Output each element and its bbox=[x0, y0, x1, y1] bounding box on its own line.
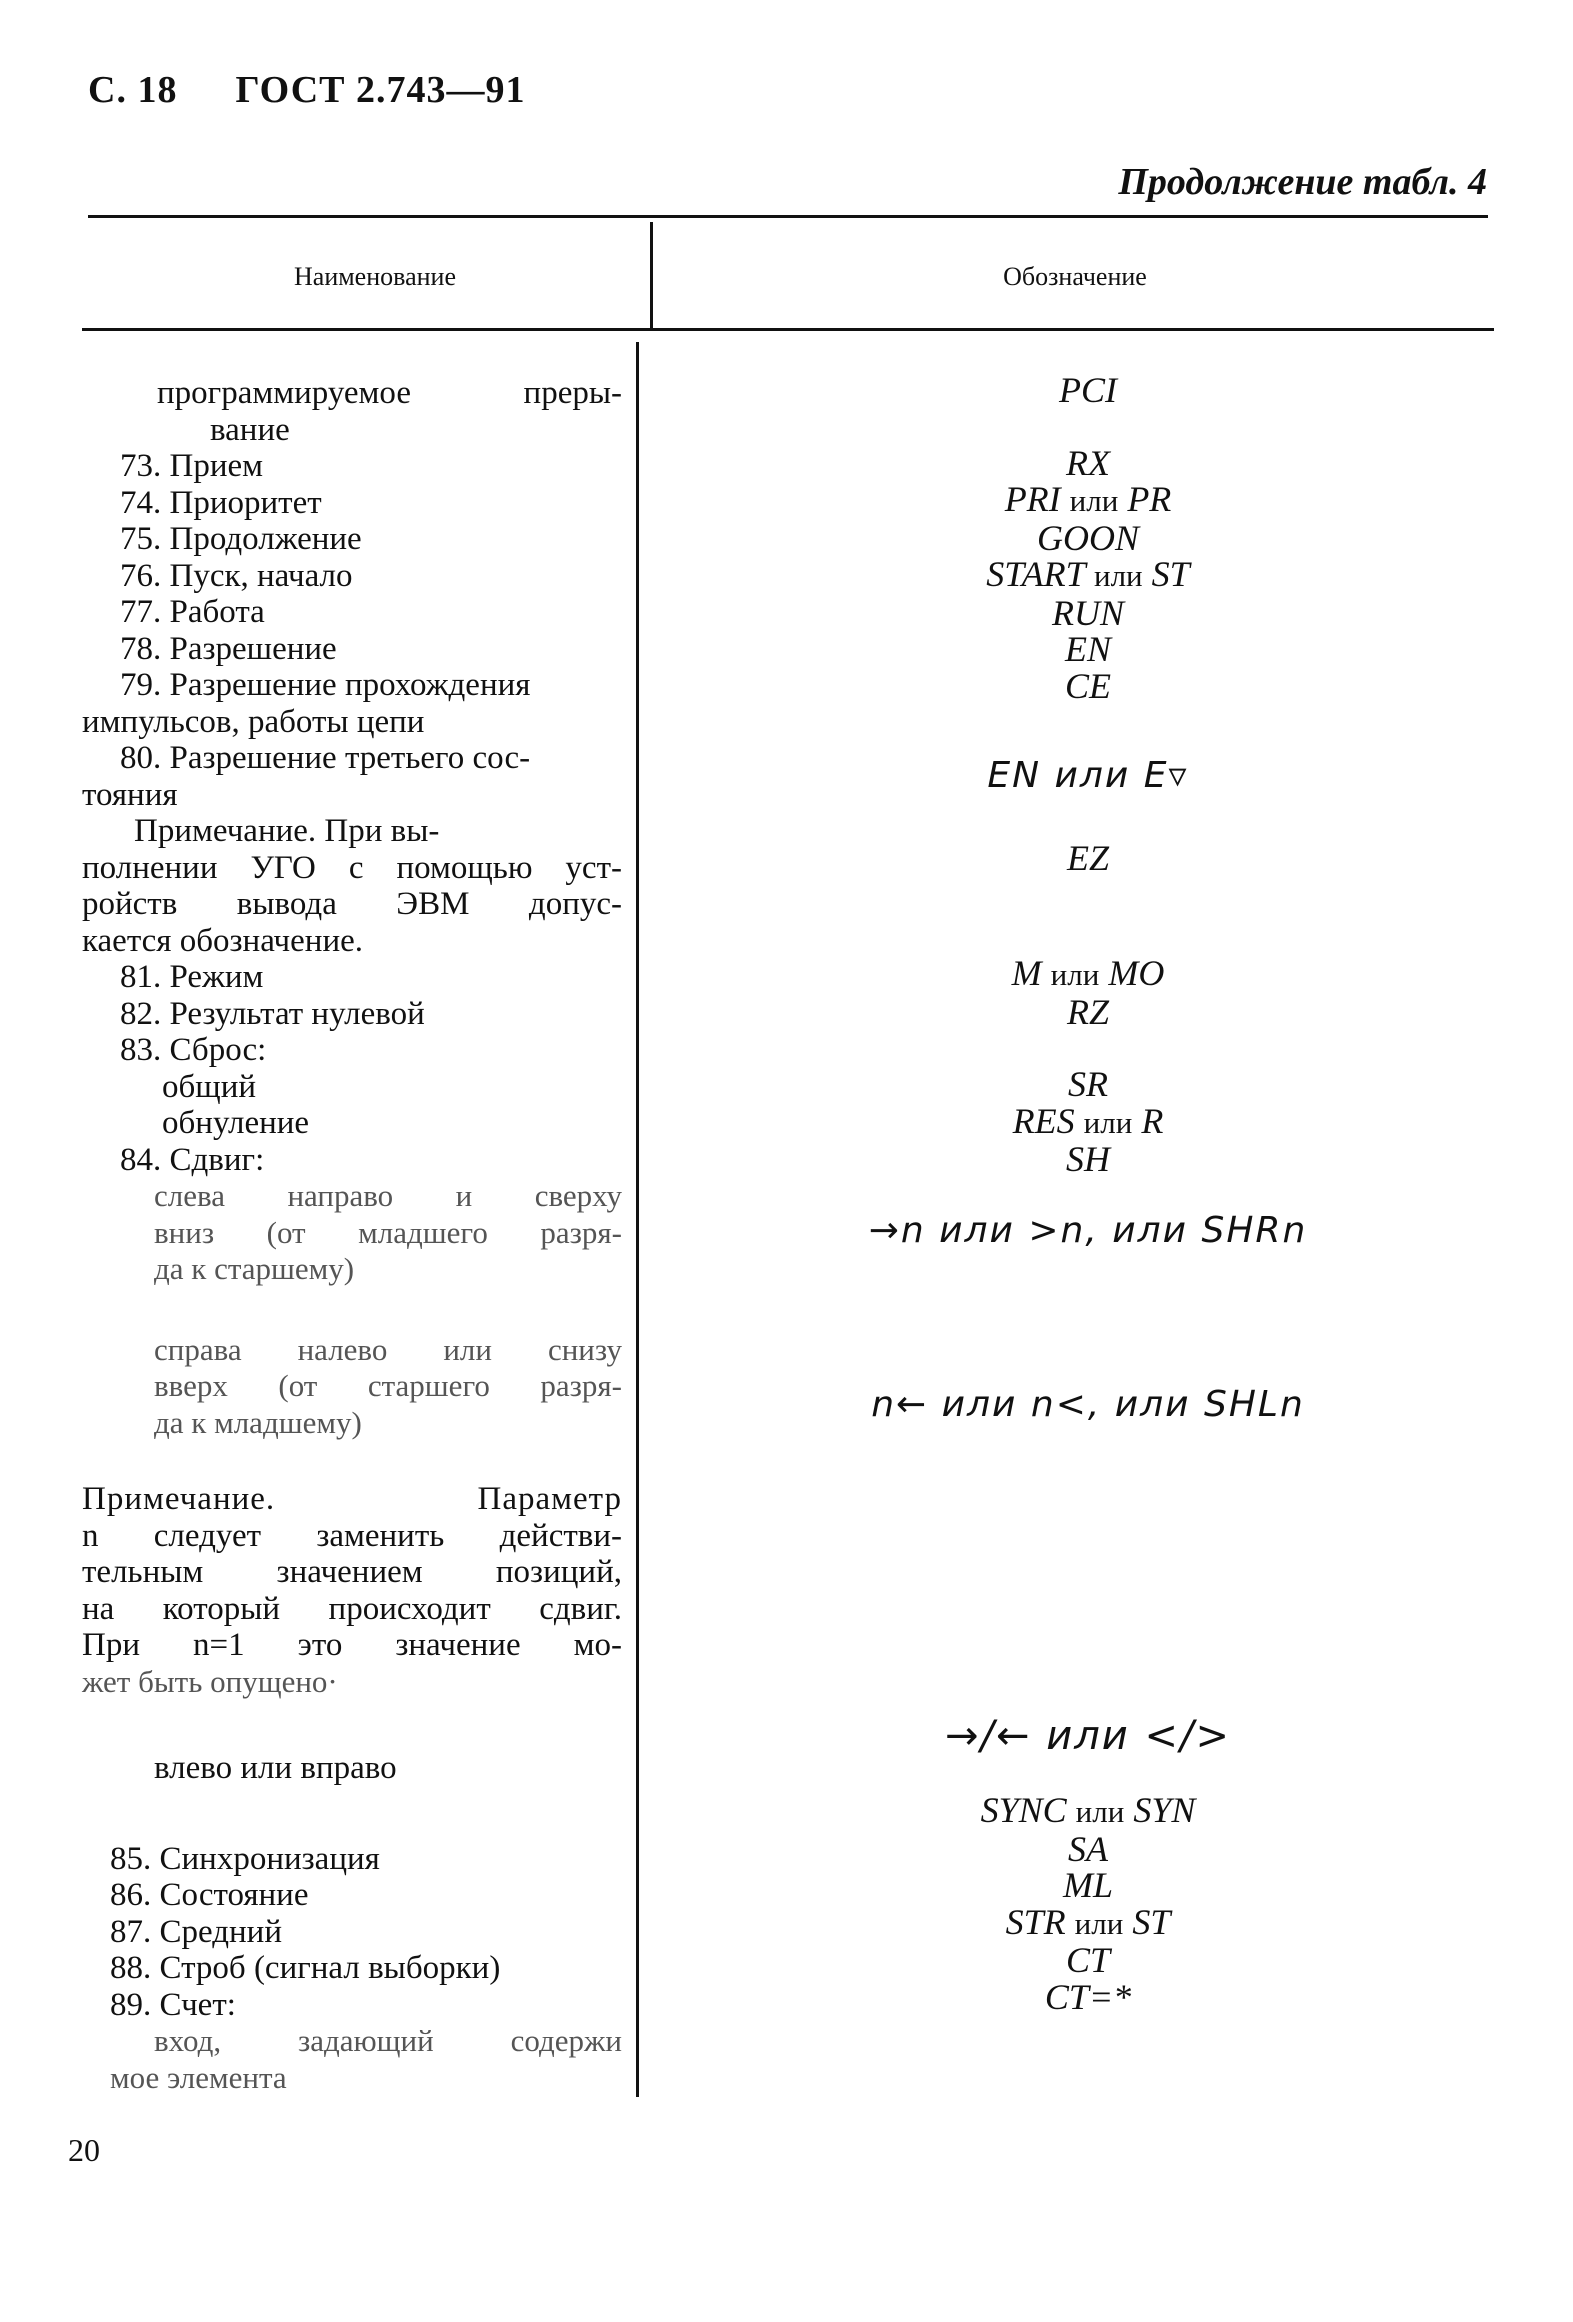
text-line: преры- bbox=[523, 375, 622, 411]
symbol-ct-star: CT=* bbox=[1044, 1976, 1132, 2017]
or-word: или bbox=[1094, 558, 1143, 593]
symbol-text: PRI bbox=[1004, 479, 1061, 519]
shift-left-line: да к младшему) bbox=[154, 1404, 362, 1440]
item-82: 82. Результат нулевой bbox=[120, 995, 425, 1032]
symbol-rz: RZ bbox=[1066, 991, 1109, 1032]
symbol-text: START bbox=[986, 554, 1085, 594]
symbol-text: MO bbox=[1108, 953, 1165, 993]
note-2: Примечание. Параметр bbox=[82, 1481, 622, 1517]
item-78: 78. Разрешение bbox=[120, 630, 337, 667]
item-84: 84. Сдвиг: bbox=[120, 1141, 265, 1178]
or-word: или bbox=[1050, 957, 1100, 992]
symbol-text: R bbox=[1141, 1100, 1164, 1141]
or-word: или bbox=[1083, 1104, 1133, 1140]
note-1-line: кается обозначение. bbox=[82, 922, 363, 959]
symbol-res bbox=[728, 1100, 1448, 1142]
note-2-line: тельным значением позиций, bbox=[82, 1554, 622, 1590]
symbol-group-81-84 bbox=[728, 955, 1448, 1178]
count-input-line: вход, задающий содержи bbox=[154, 2023, 622, 2058]
item-87: 87. Средний bbox=[110, 1913, 282, 1950]
symbol-run: RUN bbox=[1052, 592, 1124, 633]
symbol-left-or-right: →/← или </> bbox=[944, 1713, 1231, 1759]
symbol-start bbox=[728, 556, 1448, 595]
shift-right-line: да к старшему) bbox=[154, 1251, 355, 1286]
column-header-name: Наименование bbox=[294, 262, 456, 291]
symbol-text: ST bbox=[1151, 554, 1190, 594]
row-text bbox=[82, 375, 622, 412]
item-80: 80. Разрешение третьего сос- bbox=[120, 740, 531, 776]
shift-left-line: вверх (от старшего разря- bbox=[154, 1368, 622, 1403]
note-2-line: n следует заменить действи- bbox=[82, 1517, 622, 1554]
note-2-line: на который происходит сдвиг. bbox=[82, 1590, 622, 1627]
item-89: 89. Счет: bbox=[110, 1986, 236, 2023]
item-76: 76. Пуск, начало bbox=[120, 557, 353, 594]
item-79: 79. Разрешение прохождения bbox=[120, 667, 531, 703]
name-column bbox=[82, 375, 622, 2096]
column-divider bbox=[636, 342, 639, 2097]
shift-left-line: справа налево или снизу bbox=[154, 1331, 622, 1367]
spacer bbox=[82, 1700, 622, 1750]
symbol-pci: PCI bbox=[1059, 370, 1117, 410]
text-line: вание bbox=[210, 411, 290, 448]
note-2-line: жет быть опущено· bbox=[82, 1663, 338, 1699]
item-73: 73. Прием bbox=[120, 448, 264, 484]
symbol-shift-right: →n или >n, или SHRn bbox=[868, 1210, 1308, 1251]
symbol-ct: CT bbox=[1065, 1940, 1111, 1980]
or-word: или bbox=[1069, 483, 1119, 518]
shift-right-line: вниз (от младшего разря- bbox=[154, 1214, 622, 1250]
symbol-text: STR bbox=[1005, 1901, 1066, 1942]
item-83-general: общий bbox=[162, 1068, 257, 1105]
symbol-text: RES bbox=[1012, 1100, 1075, 1141]
shift-right-line: слева направо и сверху bbox=[154, 1178, 622, 1213]
note-2-line: При n=1 это значение мо- bbox=[82, 1627, 622, 1663]
item-88: 88. Строб (сигнал выборки) bbox=[110, 1950, 501, 1986]
item-75: 75. Продолжение bbox=[120, 521, 362, 557]
symbol-sync bbox=[728, 1792, 1448, 1831]
symbol-column bbox=[728, 372, 1448, 704]
symbol-text: M bbox=[1011, 953, 1042, 993]
item-77: 77. Работа bbox=[120, 594, 265, 630]
spacer bbox=[82, 1787, 622, 1841]
symbol-rx: RX bbox=[1066, 442, 1110, 483]
count-input-line: мое элемента bbox=[110, 2059, 287, 2095]
spacer bbox=[728, 409, 1448, 445]
symbol-ce: CE bbox=[1064, 665, 1111, 706]
symbol-str bbox=[728, 1901, 1448, 1943]
item-83: 83. Сброс: bbox=[120, 1032, 267, 1068]
top-rule bbox=[88, 215, 1488, 218]
symbol-shift-left: n← или n<, или SHLn bbox=[871, 1384, 1305, 1425]
symbol-ml: ML bbox=[1062, 1865, 1113, 1905]
item-83-zeroing: обнуление bbox=[162, 1105, 310, 1141]
left-or-right: влево или вправо bbox=[154, 1750, 397, 1786]
symbol-group-85-89 bbox=[728, 1792, 1448, 2015]
symbol-ez: EZ bbox=[1066, 838, 1109, 878]
symbol-goon: GOON bbox=[1036, 517, 1139, 558]
continuation-label: Продолжение табл. 4 bbox=[1118, 161, 1487, 203]
item-81: 81. Режим bbox=[120, 959, 264, 995]
symbol-text: PR bbox=[1127, 479, 1172, 519]
symbol-sh: SH bbox=[1066, 1139, 1110, 1179]
symbol-sr: SR bbox=[1068, 1064, 1108, 1104]
column-header-symbol: Обозначение bbox=[1003, 262, 1147, 291]
note-1: Примечание. При вы- bbox=[134, 813, 440, 849]
symbol-en-or-e: EN или E▿ bbox=[987, 755, 1189, 796]
item-80-cont: тояния bbox=[82, 776, 178, 813]
header-rule bbox=[82, 328, 1494, 331]
symbol-text: SYN bbox=[1133, 1790, 1196, 1830]
item-86: 86. Состояние bbox=[110, 1877, 309, 1913]
or-word: или bbox=[1075, 1794, 1125, 1829]
spacer bbox=[82, 1288, 622, 1332]
symbol-en: EN bbox=[1064, 629, 1111, 669]
page-header bbox=[88, 68, 526, 112]
standard-label: ГОСТ 2.743—91 bbox=[235, 69, 526, 111]
or-word: или bbox=[1074, 1905, 1124, 1941]
page-label: С. 18 bbox=[88, 69, 178, 111]
text-line: программируемое bbox=[157, 375, 411, 411]
page-number: 20 bbox=[68, 2132, 100, 2168]
note-1-line: полнении УГО с помощью уст- bbox=[82, 849, 622, 886]
symbol-pri bbox=[728, 481, 1448, 520]
symbol-m bbox=[728, 955, 1448, 994]
symbol-text: SYNC bbox=[980, 1790, 1067, 1830]
item-79-cont: импульсов, работы цепи bbox=[82, 703, 425, 740]
symbol-text: ST bbox=[1132, 1901, 1171, 1942]
spacer bbox=[82, 1441, 622, 1481]
spacer bbox=[728, 1030, 1448, 1066]
symbol-sa: SA bbox=[1068, 1828, 1108, 1869]
item-85: 85. Синхронизация bbox=[110, 1840, 380, 1877]
item-74: 74. Приоритет bbox=[120, 484, 322, 521]
note-1-line: ройств вывода ЭВМ допус- bbox=[82, 886, 622, 922]
